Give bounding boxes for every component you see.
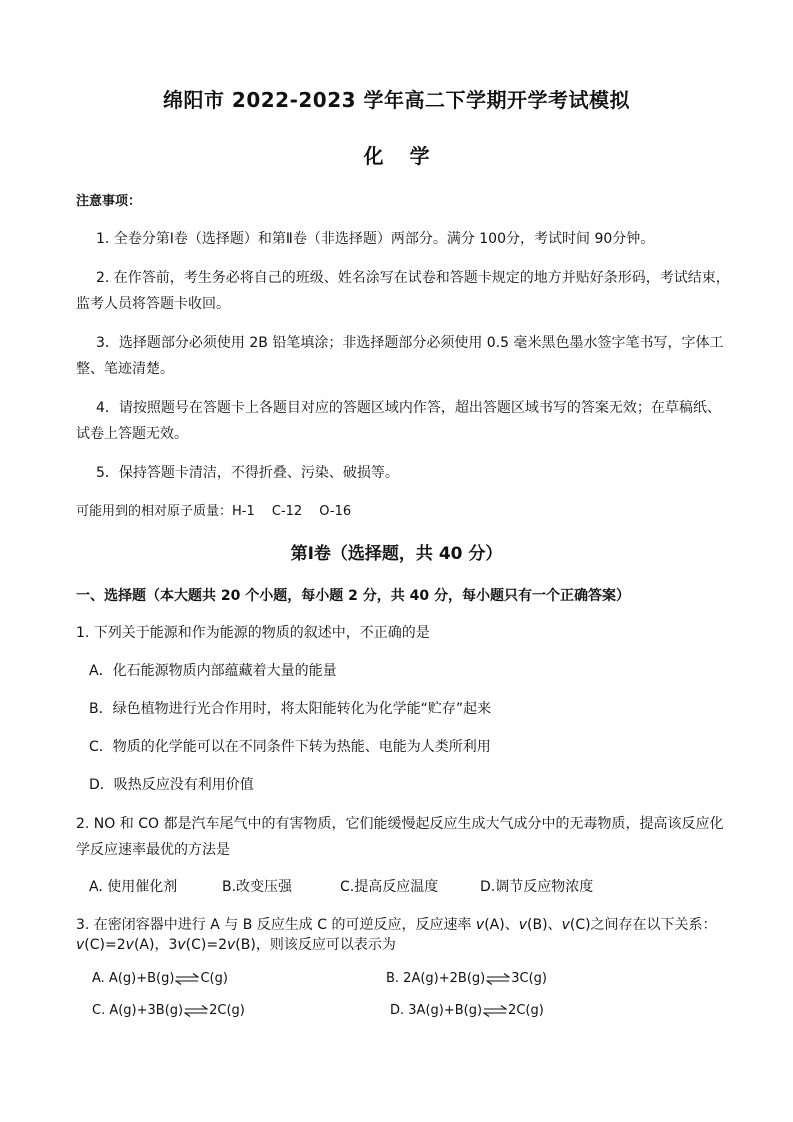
part-heading: 一、选择题（本大题共 20 个小题，每小题 2 分，共 40 分，每小题只有一个正确答案） (76, 588, 630, 604)
equilibrium-arrow-icon (486, 973, 510, 985)
q1-option-b: B．绿色植物进行光合作用时，将太阳能转化为化学能“贮存”起来 (89, 701, 492, 717)
notice-item-4-cont: 试卷上答题无效。 (76, 426, 188, 442)
q1-option-d: D．吸热反应没有利用价值 (89, 777, 254, 793)
notice-item-3-cont: 整、笔迹清楚。 (76, 361, 174, 377)
q3-stem-line1: 3. 在密闭容器中进行 A 与 B 反应生成 C 的可逆反应，反应速率 v(A)、v(B)、v(C)之间存在以下关系： (76, 917, 717, 933)
q2-option-b: B.改变压强 (222, 879, 293, 895)
exam-title: 绵阳市 2022-2023 学年高二下学期开学考试模拟 (162, 88, 631, 112)
equilibrium-arrow-icon (175, 973, 199, 985)
notice-item-3: 3．选择题部分必须使用 2B 铅笔填涂；非选择题部分必须使用 0.5 毫米黑色墨水签字笔书写，字体工 (96, 335, 724, 351)
q3-stem-line2: v(C)=2v(A)，3v(C)=2v(B)，则该反应可以表示为 (76, 937, 396, 953)
notice-heading: 注意事项： (76, 194, 142, 209)
notice-item-4: 4．请按照题号在答题卡上各题目对应的答题区域内作答，超出答题区域书写的答案无效；在草稿纸、 (96, 400, 721, 416)
q1-option-a: A．化石能源物质内部蕴藏着大量的能量 (89, 663, 337, 679)
q2-stem-line1: 2. NO 和 CO 都是汽车尾气中的有害物质，它们能缓慢起反应生成大气成分中的无毒物质，提高该反应化 (76, 816, 724, 832)
q1-option-c: C．物质的化学能可以在不同条件下转为热能、电能为人类所利用 (89, 739, 491, 755)
q1-stem: 1. 下列关于能源和作为能源的物质的叙述中，不正确的是 (76, 625, 430, 641)
equilibrium-arrow-icon (184, 1005, 208, 1017)
subject-title: 化学 (363, 144, 456, 168)
equilibrium-arrow-icon (483, 1005, 507, 1017)
q3-option-a: A. A(g)+B(g) C(g) (92, 971, 228, 986)
notice-item-2: 2. 在作答前，考生务必将自己的班级、姓名涂写在试卷和答题卡规定的地方并贴好条形码，考试结束， (96, 270, 730, 286)
notice-item-2-cont: 监考人员将答题卡收回。 (76, 296, 230, 312)
q3-option-b: B. 2A(g)+2B(g) 3C(g) (386, 971, 547, 986)
section-title: 第Ⅰ卷（选择题，共 40 分） (290, 544, 503, 564)
q2-option-c: C.提高反应温度 (340, 879, 439, 895)
notice-item-1: 1. 全卷分第Ⅰ卷（选择题）和第Ⅱ卷（非选择题）两部分。满分 100分，考试时间 90分钟。 (96, 231, 655, 247)
q2-option-d: D.调节反应物浓度 (480, 879, 594, 895)
q3-option-d: D. 3A(g)+B(g) 2C(g) (390, 1003, 544, 1018)
q3-option-c: C. A(g)+3B(g) 2C(g) (92, 1003, 245, 1018)
q2-stem-line2: 学反应速率最优的方法是 (76, 842, 230, 858)
q2-option-a: A. 使用催化剂 (89, 879, 178, 895)
notice-item-5: 5．保持答题卡清洁，不得折叠、污染、破损等。 (96, 465, 399, 481)
atomic-mass-line: 可能用到的相对原子质量：H-1 C-12 O-16 (76, 504, 352, 519)
